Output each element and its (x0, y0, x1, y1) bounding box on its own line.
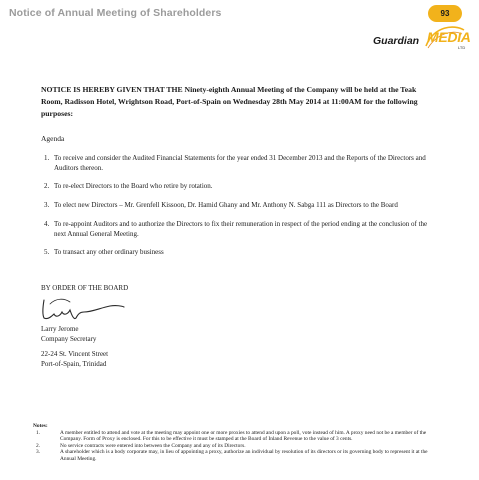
company-logo (373, 24, 471, 52)
note-number: 1. (36, 429, 41, 436)
agenda-item-text: To transact any other ordinary business (54, 248, 164, 256)
logo-suffix: LTD (458, 45, 466, 50)
by-order-of-board: BY ORDER OF THE BOARD (41, 284, 129, 292)
notes-heading: Notes: (33, 423, 48, 429)
agenda-item-number: 4. (44, 220, 50, 228)
note-text: A member entitled to attend and vote at the meeting may appoint one or more proxies to attend and upon a poll, vote instead of him. A proxy need not be a member of the Company. Form of Proxy is enclosed. For this to be effective it must be stamped at the Board of Inland Revenue to the value of 3 cents. (60, 429, 427, 443)
agenda-item-text: To elect new Directors – Mr. Grenfell Kissoon, Dr. Hamid Ghany and Mr. Anthony N. Sabga 111 as Directors to the Board (54, 201, 398, 209)
signatory-name: Larry Jerome (41, 325, 79, 333)
page-number-badge: 93 (428, 5, 462, 22)
agenda-item-text: To re-elect Directors to the Board who retire by rotation. (54, 182, 213, 190)
logo-word-guardian: Guardian (373, 35, 420, 47)
notice-statement: NOTICE IS HEREBY GIVEN THAT THE Ninety-eighth Annual Meeting of the Company will be held at the Teak Room, Radisson Hotel, Wrightson Road, Port-of-Spain on Wednesday 28th May 2014 at 11:00AM for the following purposes: (41, 85, 418, 118)
agenda-item-text: To re-appoint Auditors and to authorize the Directors to fix their remuneration in respect of the period ending at the conclusion of the next Annual General Meeting. (54, 220, 428, 238)
handwritten-signature (40, 294, 126, 322)
agenda-item-number: 3. (44, 201, 50, 209)
note-item (33, 430, 443, 443)
address-line-2: Port-of-Spain, Trinidad (41, 360, 107, 368)
note-text: No service contracts were entered into between the Company and any of its Directors. (60, 442, 246, 449)
page-header-title: Notice of Annual Meeting of Shareholders (9, 7, 222, 19)
note-text: A shareholder which is a body corporate may, in lieu of appointing a proxy, authorize an individual by resolution of its directors or its governing body to represent it at the Annual Meeting. (60, 449, 428, 462)
logo-word-media: MEDIA (427, 29, 471, 45)
signatory-title: Company Secretary (41, 335, 97, 343)
agenda-item-number: 5. (44, 248, 50, 256)
note-number: 2. (36, 442, 41, 449)
notes-section (33, 423, 443, 463)
agenda-item-number: 1. (44, 154, 50, 162)
agenda-heading: Agenda (41, 134, 65, 143)
agenda-item-text: To receive and consider the Audited Financial Statements for the year ended 31 December 2013 and the Reports of the Directors and Auditors thereon. (54, 154, 426, 172)
address-line-1: 22-24 St. Vincent Street (41, 350, 109, 358)
note-number: 3. (36, 449, 41, 456)
agenda-item-number: 2. (44, 182, 50, 190)
note-item (33, 449, 443, 462)
